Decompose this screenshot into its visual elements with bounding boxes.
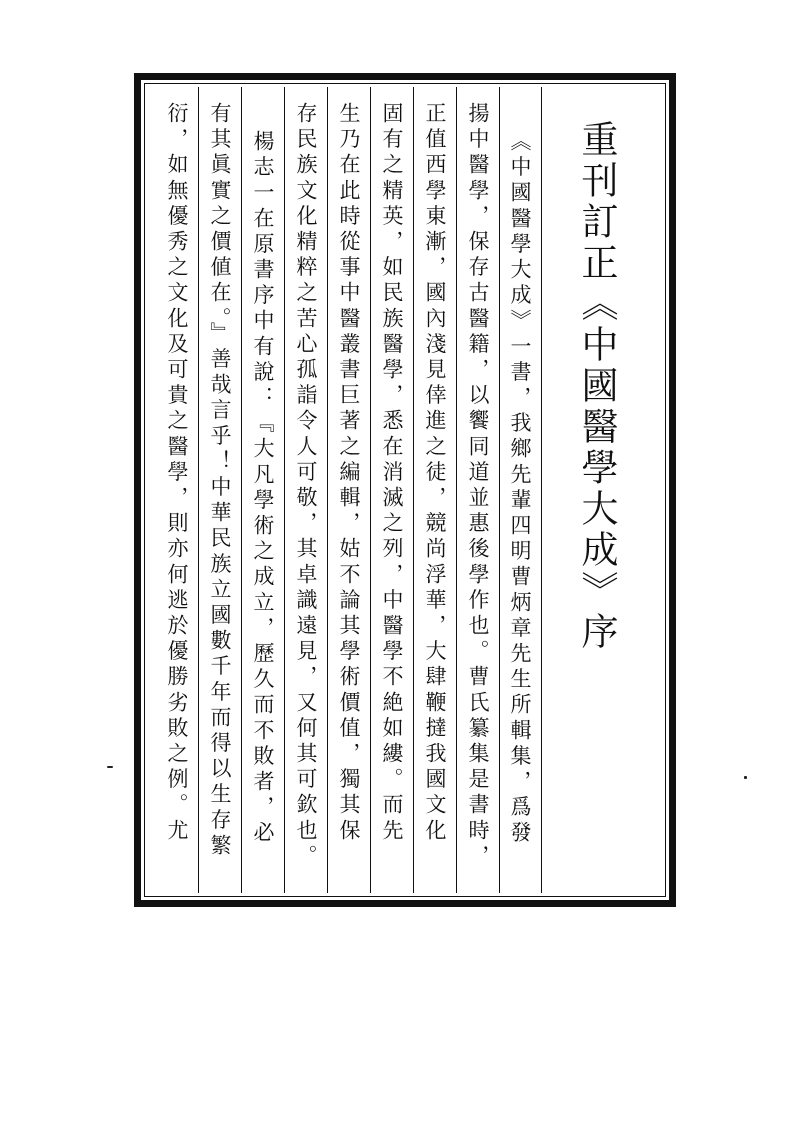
scan-speck bbox=[107, 766, 113, 768]
text-line-4: 固有之精英，如民族醫學，悉在消滅之列，中醫學不絶如縷。而先 bbox=[380, 102, 404, 845]
text-line-6: 存民族文化精粹之苦心孤詣令人可敬，其卓識遠見，又何其可欽也。 bbox=[294, 102, 318, 870]
text-line-7: 楊志一在原書序中有說：『大凡學術之成立，歷久而不敗者，必 bbox=[251, 130, 275, 847]
column-rule bbox=[241, 87, 242, 893]
column-rule bbox=[541, 87, 542, 893]
text-line-5: 生乃在此時從事中醫叢書巨著之編輯，姑不論其學術價值，獨其保 bbox=[337, 102, 361, 845]
text-line-8: 有其眞實之價値在。』善哉言乎！中華民族立國數千年而得以生存繁 bbox=[208, 102, 232, 860]
column-rule bbox=[499, 87, 500, 893]
scan-speck bbox=[744, 776, 747, 779]
column-rule bbox=[198, 87, 199, 893]
text-line-2: 揚中醫學，保存古醫籍，以饗同道並惠後學作也。曹氏纂集是書時， bbox=[466, 102, 490, 870]
column-rule bbox=[456, 87, 457, 893]
column-rule bbox=[370, 87, 371, 893]
page-frame bbox=[134, 73, 676, 907]
text-line-9: 衍，如無優秀之文化及可貴之醫學，則亦何逃於優勝劣敗之例。尤 bbox=[165, 102, 189, 845]
column-rule bbox=[284, 87, 285, 893]
page-frame-inner-border bbox=[144, 83, 666, 897]
page-title: 重刊訂正《中國醫學大成》序 bbox=[575, 120, 618, 653]
text-line-1: 《中國醫學大成》一書，我鄉先輩四明曹炳章先生所輯集，爲發 bbox=[508, 130, 532, 847]
column-rule bbox=[413, 87, 414, 893]
column-rule bbox=[327, 87, 328, 893]
text-line-3: 正值西學東漸，國內淺見倖進之徒，競尚浮華，大肆鞭撻我國文化 bbox=[423, 102, 447, 845]
